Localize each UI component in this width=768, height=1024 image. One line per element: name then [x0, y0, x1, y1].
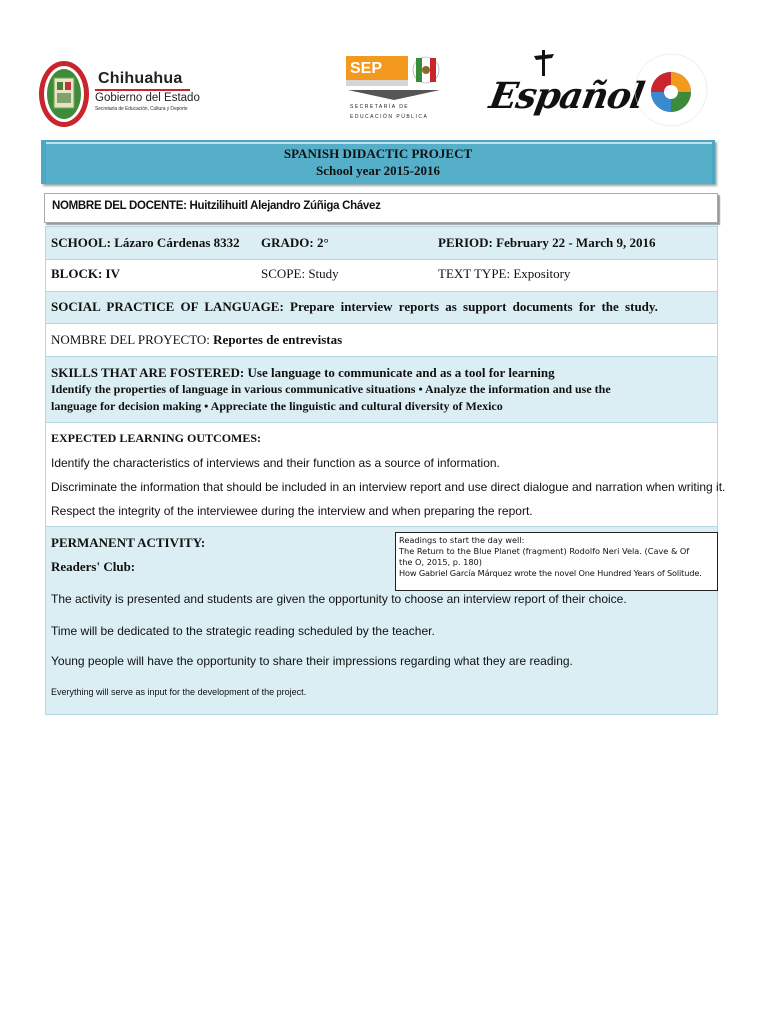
skills-line2: Identify the properties of language in various communicative situations • Analyze the information and use the	[51, 382, 611, 396]
text-type-cell: TEXT TYPE: Expository	[438, 266, 571, 281]
chihuahua-name: Chihuahua	[98, 70, 183, 87]
reforma-circle-icon	[630, 44, 712, 134]
permanent-activity-label: PERMANENT ACTIVITY:	[51, 535, 206, 550]
social-practice-value: Prepare interview reports as support documents for the study.	[290, 299, 658, 314]
project-name-value: Reportes de entrevistas	[213, 332, 343, 347]
readings-line4: How Gabriel García Márquez wrote the novel One Hundred Years of Solitude.	[399, 568, 702, 578]
activity-note: Everything will serve as input for the development of the project.	[51, 687, 307, 697]
outcome-item-1: Identify the characteristics of interviews and their function as a source of information.	[51, 456, 500, 470]
chihuahua-logo	[36, 58, 92, 130]
chihuahua-subtitle: Secretaría de Educación, Cultura y Deporte	[95, 106, 188, 112]
outcomes-label: EXPECTED LEARNING OUTCOMES:	[51, 431, 262, 445]
chihuahua-government: Gobierno del Estado	[95, 92, 200, 104]
school-cell: SCHOOL: Lázaro Cárdenas 8332	[51, 235, 240, 250]
espanol-logo-text: Español	[486, 75, 647, 117]
sep-text: SEP	[350, 60, 383, 77]
school-year: School year 2015-2016	[316, 163, 440, 178]
sep-subtitle-line2: EDUCACIÓN PÚBLICA	[350, 114, 429, 120]
row-block	[45, 259, 718, 292]
scope-cell: SCOPE: Study	[261, 266, 339, 281]
outcome-item-3: Respect the integrity of the interviewee during the interview and when preparing the report.	[51, 504, 533, 518]
grade-cell: GRADO: 2°	[261, 235, 329, 250]
activity-paragraph-1: The activity is presented and students are given the opportunity to choose an interview report of their choice.	[51, 592, 627, 606]
sep-subtitle-line1: SECRETARÍA DE	[350, 104, 410, 110]
espanol-figure-icon	[528, 48, 558, 78]
teacher-name: NOMBRE DEL DOCENTE: Huitzilihuitl Alejandro Zúñiga Chávez	[52, 200, 381, 212]
skills-line1: SKILLS THAT ARE FOSTERED: Use language to communicate and as a tool for learning	[51, 365, 555, 380]
chihuahua-divider	[95, 89, 190, 91]
readings-line2: The Return to the Blue Planet (fragment) Rodolfo Neri Vela. (Cave & Of	[399, 546, 690, 556]
project-name-label: NOMBRE DEL PROYECTO:	[51, 332, 210, 347]
period-cell: PERIOD: February 22 - March 9, 2016	[438, 235, 656, 250]
social-practice	[51, 299, 711, 315]
chihuahua-shield-icon	[36, 58, 92, 130]
skills-line3: language for decision making • Appreciate the linguistic and cultural diversity of Mexico	[51, 399, 503, 413]
readers-club-label: Readers' Club:	[51, 559, 136, 574]
activity-paragraph-3: Young people will have the opportunity to share their impressions regarding what they are reading.	[51, 654, 573, 668]
project-title: SPANISH DIDACTIC PROJECT	[283, 146, 473, 161]
readings-line1: Readings to start the day well:	[399, 535, 525, 545]
reforma-logo	[630, 44, 712, 134]
outcome-item-2: Discriminate the information that should be included in an interview report and use direct dialogue and narration when writing it.	[51, 480, 726, 494]
readings-box	[395, 532, 718, 591]
readings-line3: the O, 2015, p. 180)	[399, 557, 482, 567]
activity-paragraph-2: Time will be dedicated to the strategic reading scheduled by the teacher.	[51, 624, 435, 638]
project-name	[51, 332, 342, 348]
block-cell: BLOCK: IV	[51, 266, 120, 281]
social-practice-label: SOCIAL PRACTICE OF LANGUAGE:	[51, 299, 284, 314]
